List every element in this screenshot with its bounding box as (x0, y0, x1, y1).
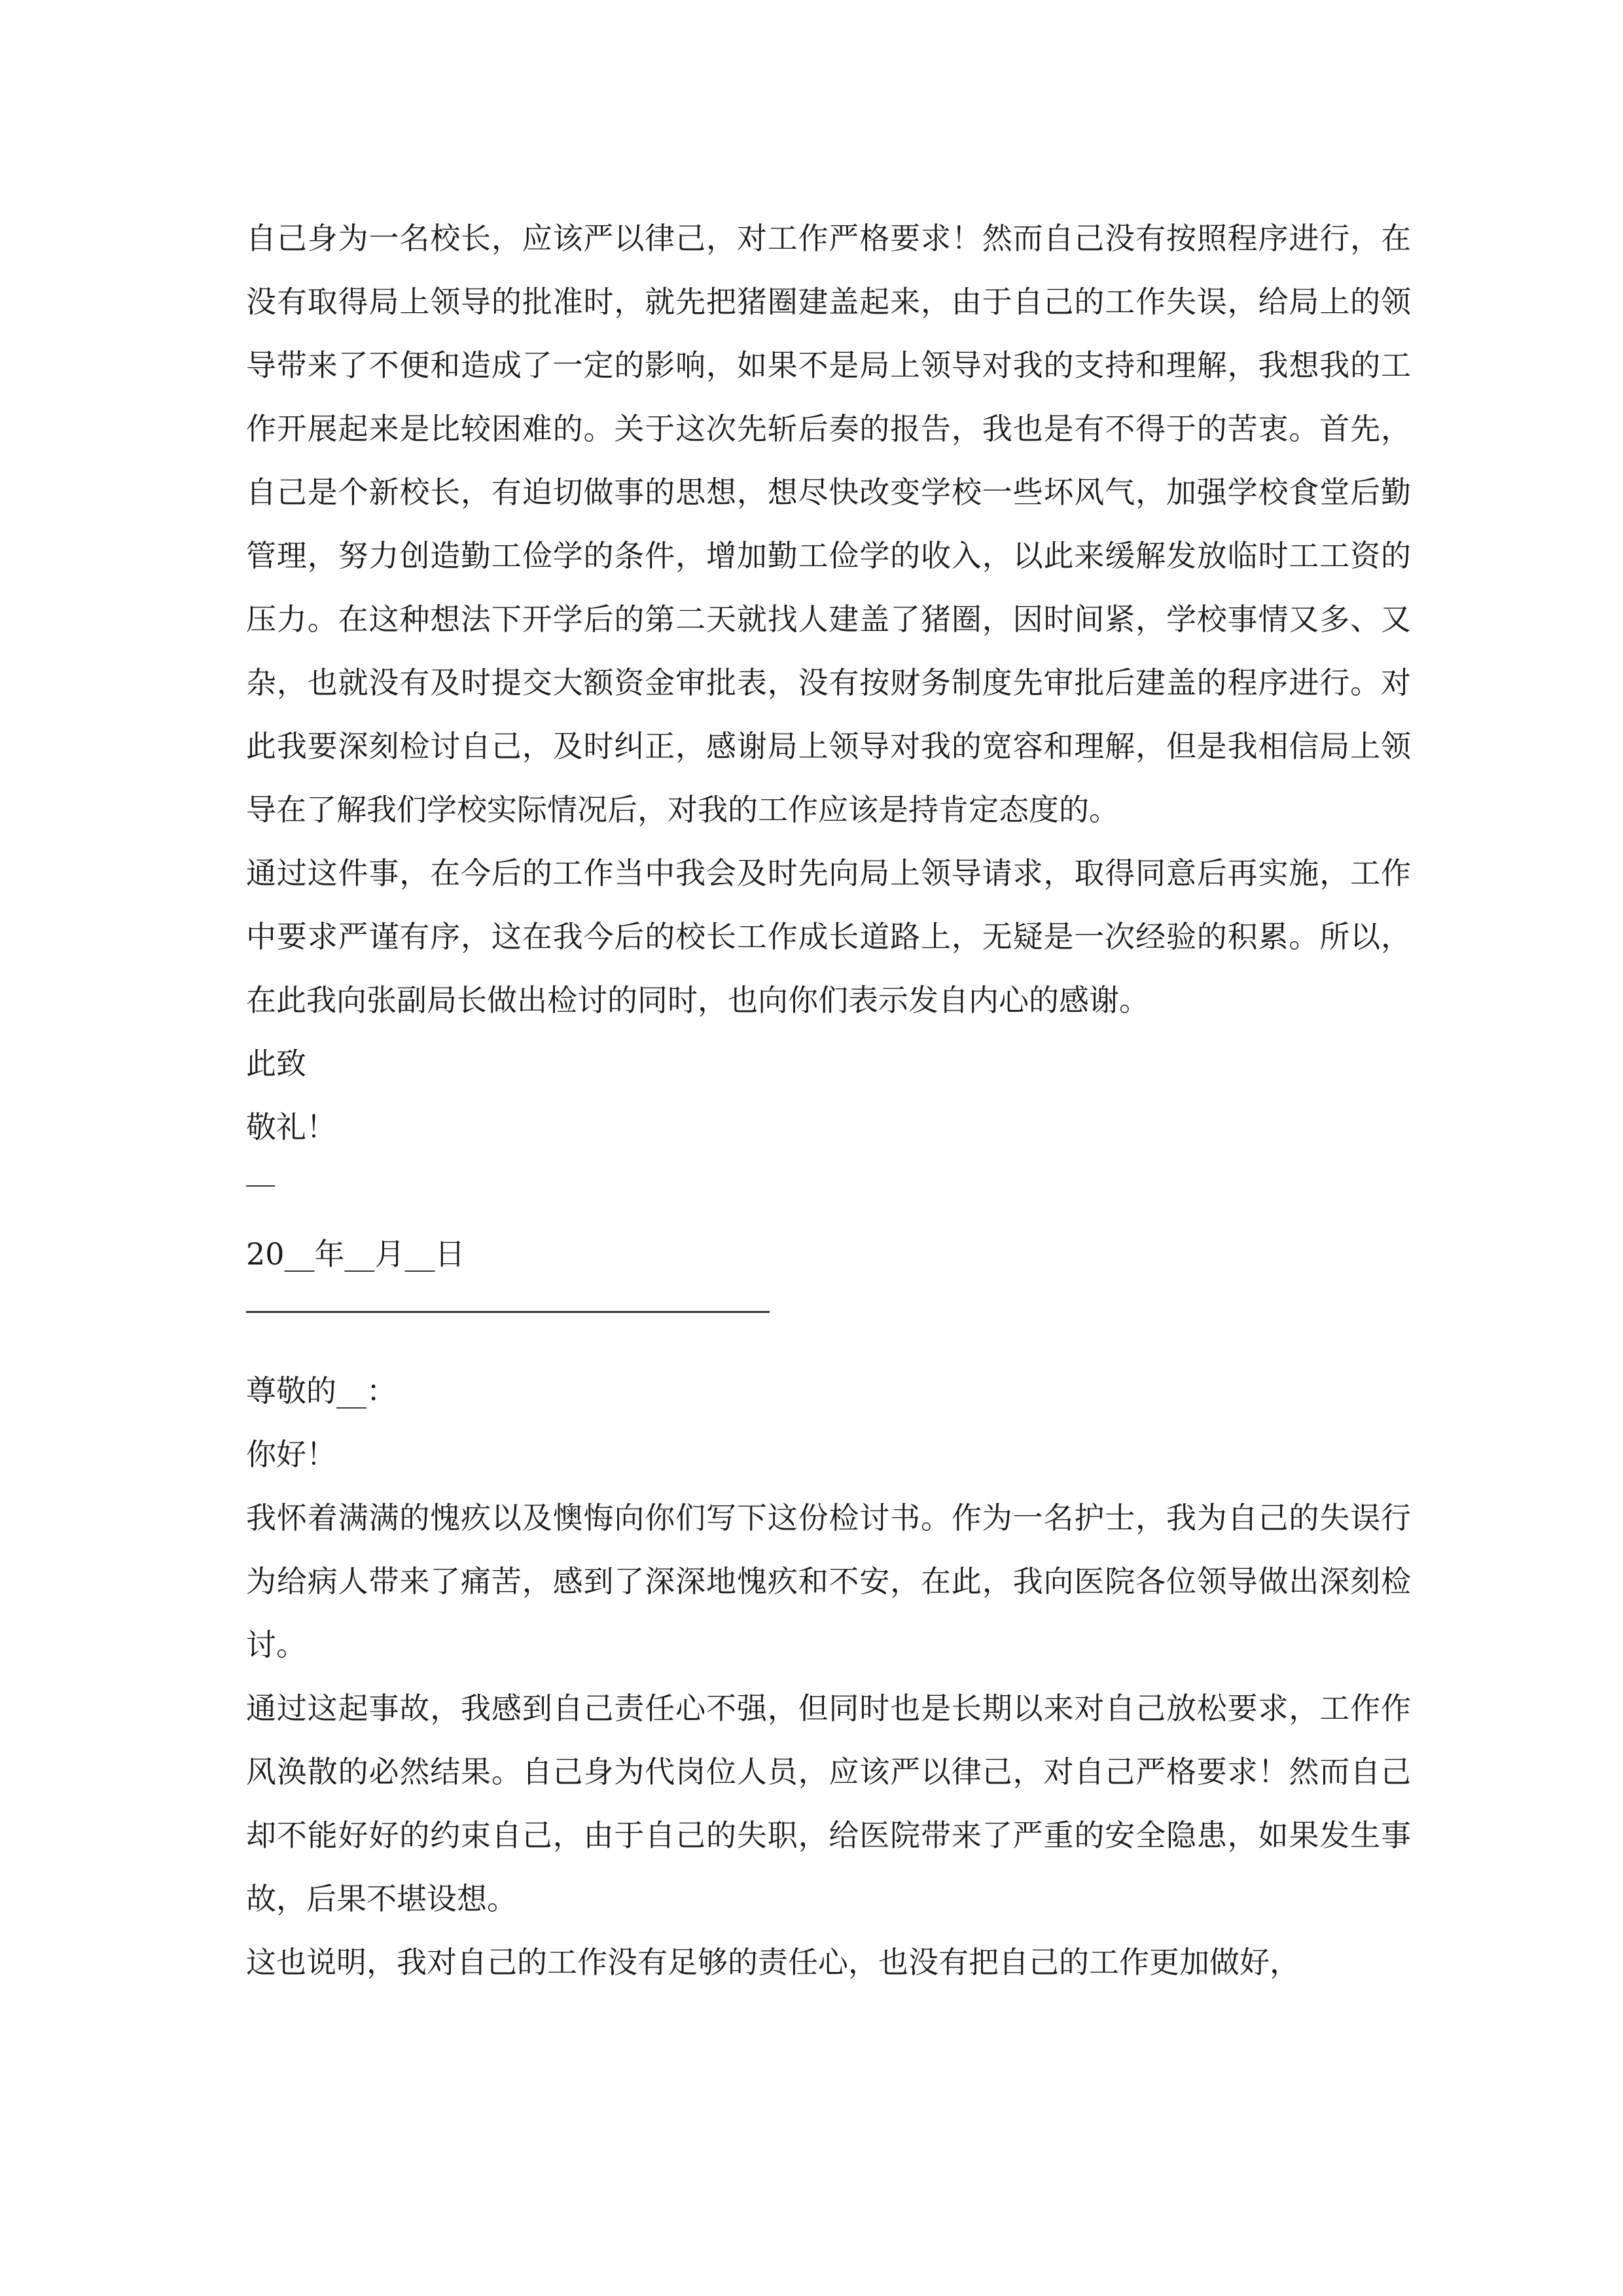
letter1-closing-1: 此致 (246, 1046, 306, 1081)
section-divider (246, 1286, 1411, 1346)
letter1-closing-2: 敬礼！ (246, 1109, 336, 1145)
letter1-body-paragraph-2: 通过这件事，在今后的工作当中我会及时先向局上领导请求，取得同意后再实施，工作中要求严谨有序，这在我今后的校长工作成长道路上，无疑是一次经验的积累。所以，在此我向张副局长做出检讨的同时，也向你们表示发自内心的感谢。 (246, 855, 1411, 1018)
letter2-salutation: 尊敬的__： (246, 1373, 397, 1408)
letter2-body-paragraph-2: 通过这起事故，我感到自己责任心不强，但同时也是长期以来对自己放松要求，工作作风涣散的必然结果。自己身为代岗位人员，应该严以律己，对自己严格要求！然而自己却不能好好的约束自己，由于自己的失职，给医院带来了严重的安全隐患，如果发生事故，后果不堪设想。 (246, 1691, 1411, 1916)
letter2-body-paragraph-1: 我怀着满满的愧疚以及懊悔向你们写下这份检讨书。作为一名护士，我为自己的失误行为给病人带来了痛苦，感到了深深地愧疚和不安，在此，我向医院各位领导做出深刻检讨。 (246, 1500, 1411, 1662)
letter2-body-paragraph-3: 这也说明，我对自己的工作没有足够的责任心，也没有把自己的工作更加做好， (246, 1945, 1300, 1980)
letter1-date: 20__年__月__日 (246, 1236, 465, 1272)
letter2-greeting: 你好！ (246, 1437, 336, 1472)
document-content (246, 207, 1411, 1994)
letter1-body-paragraph-1: 自己身为一名校长，应该严以律己，对工作严格要求！然而自己没有按照程序进行，在没有取得局上领导的批准时，就先把猪圈建盖起来，由于自己的工作失误，给局上的领导带来了不便和造成了一定的影响，如果不是局上领导对我的支持和理解，我想我的工作开展起来是比较困难的。关于这次先斩后奏的报告，我也是有不得于的苦衷。首先，自己是个新校长，有迫切做事的思想，想尽快改变学校一些坏风气，加强学校食堂后勤管理，努力创造勤工俭学的条件，增加勤工俭学的收入，以此来缓解发放临时工工资的压力。在这种想法下开学后的第二天就找人建盖了猪圈，因时间紧，学校事情又多、又杂，也就没有及时提交大额资金审批表，没有按财务制度先审批后建盖的程序进行。对此我要深刻检讨自己，及时纠正，感谢局上领导对我的宽容和理解，但是我相信局上领导在了解我们学校实际情况后，对我的工作应该是持肯定态度的。 (246, 221, 1411, 827)
signature-blank-line (246, 1159, 1411, 1223)
